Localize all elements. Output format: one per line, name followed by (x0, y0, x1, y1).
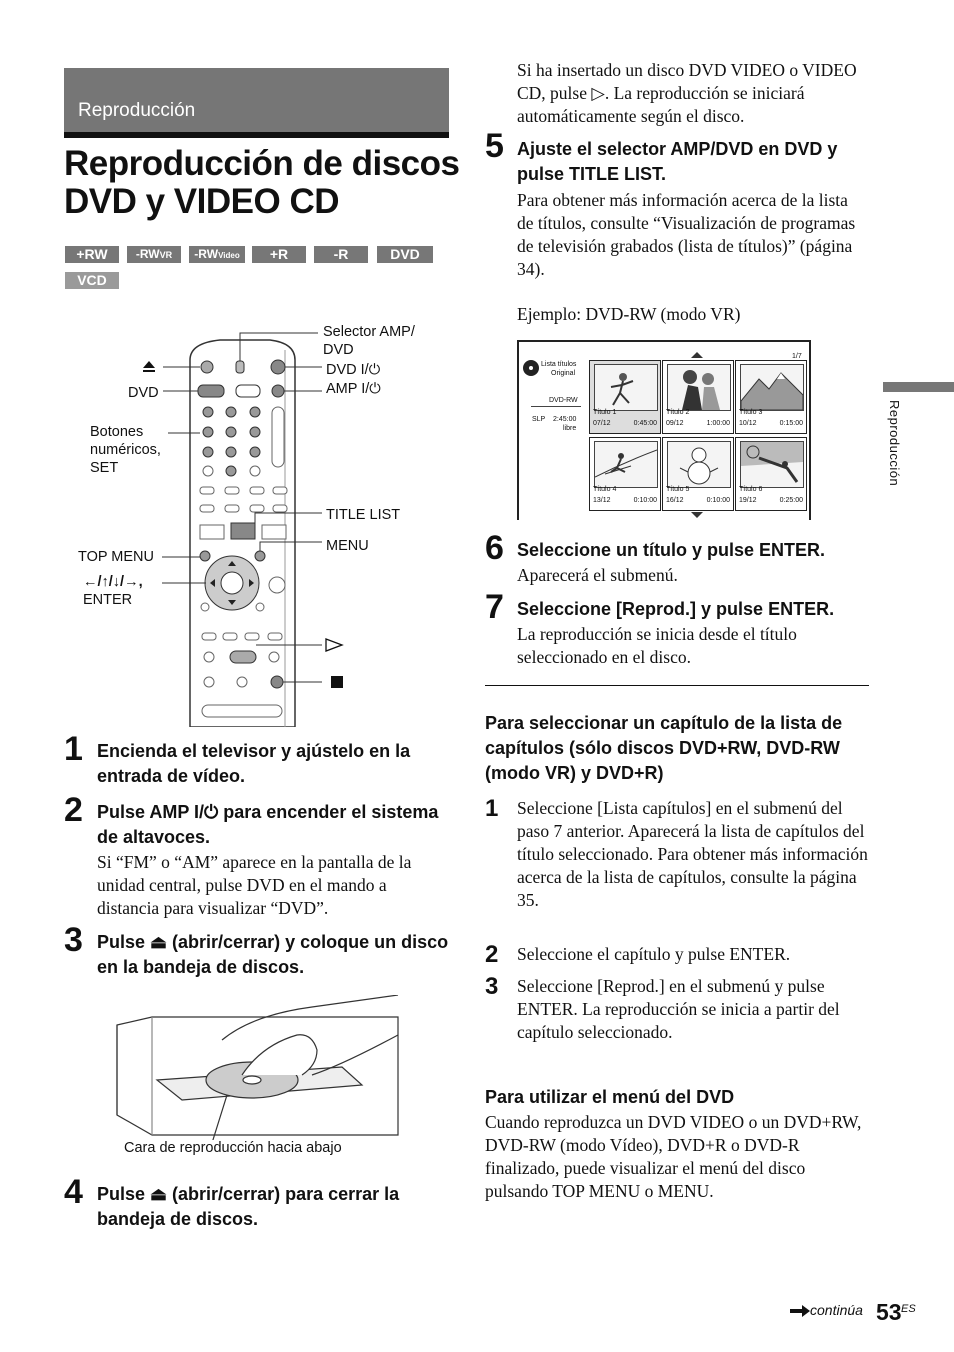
screen-mode: SLP (532, 416, 546, 423)
scroll-down-icon (691, 512, 703, 518)
example-label: Ejemplo: DVD-RW (modo VR) (517, 304, 741, 324)
intro-text: Si ha insertado un disco DVD VIDEO o VIDEO CD, pulse ▷. La reproducción se iniciará automáticamente según el disco. (517, 60, 857, 126)
title-6-name: Título 6 (739, 486, 763, 493)
title-5-date: 16/12 (666, 497, 684, 504)
step-5-heading: Ajuste el selector AMP/DVD en DVD y pulse TITLE LIST. (517, 139, 838, 184)
step-1-heading: Encienda el televisor y ajústelo en la entrada de vídeo. (97, 741, 411, 786)
chapter-step-3-text: Seleccione [Reprod.] en el submenú y pulse ENTER. La reproducción se inicia a partir del capítulo seleccionado. (517, 976, 840, 1042)
step-6-body: Aparecerá el submenú. (517, 565, 678, 585)
couple-picture (668, 365, 730, 410)
label-top-menu: TOP MENU (78, 549, 155, 565)
title-thumb-1 (589, 360, 661, 434)
title-1-name: Título 1 (593, 409, 617, 416)
title-3-date: 10/12 (739, 420, 757, 427)
page-number: 53 (876, 1299, 902, 1325)
step-7-heading: Seleccione [Reprod.] y pulse ENTER. (517, 599, 835, 619)
dvd-menu-text: Cuando reproduzca un DVD VIDEO o un DVD+RW, DVD-RW (modo Vídeo), DVD+R o DVD-R finalizado, puede visualizar el menú del disco pulsando TOP MENU o MENU. (485, 1112, 862, 1201)
label-dvd-power: DVD I/⏻ (326, 362, 381, 378)
disc-icon (522, 359, 540, 377)
step-7-body: La reproducción se inicia desde el título seleccionado en el disco. (517, 624, 797, 667)
mountain-picture (741, 365, 803, 410)
step-1-number: 1 (64, 730, 83, 768)
label-numeric: Botones numéricos, SET (90, 424, 161, 476)
label-dvd: DVD (128, 385, 159, 401)
step-5-body: Para obtener más información acerca de la lista de títulos, consulte “Visualización de programas de televisión grabados (lista de títulos)” (página 34). (517, 190, 856, 279)
label-title-list: TITLE LIST (326, 507, 401, 523)
title-1-duration: 0:45:00 (633, 420, 657, 427)
title-thumb-5 (662, 437, 734, 511)
title-6-duration: 0:25:00 (779, 497, 803, 504)
step-5-number: 5 (485, 127, 504, 165)
step-2-body: Si “FM” o “AM” aparece en la pantalla de la unidad central, pulse DVD en el mando a distancia para visualizar “DVD”. (97, 852, 412, 918)
title-thumb-3 (735, 360, 807, 434)
step-4-number: 4 (64, 1173, 83, 1211)
badge-dvd: DVD (377, 246, 433, 263)
step-3-heading: Pulse ⏏ (abrir/cerrar) y coloque un disco en la bandeja de discos. (97, 932, 449, 977)
tennis-picture (741, 442, 803, 487)
screen-list-title: Lista títulos (541, 361, 577, 368)
label-enter: ENTER (83, 592, 133, 608)
chapter-step-2-number: 2 (485, 941, 499, 968)
section-label: Reproducción (78, 100, 196, 121)
title-4-name: Título 4 (593, 486, 617, 493)
title-5-name: Título 5 (666, 486, 690, 493)
badge-minus-r: -R (314, 246, 368, 263)
step-2-heading: Pulse AMP I/⏻ para encender el sistema de altavoces. (97, 802, 439, 847)
screen-divider (531, 406, 581, 407)
title-3-name: Título 3 (739, 409, 763, 416)
screen-disc: DVD-RW (549, 397, 578, 404)
title-4-duration: 0:10:00 (633, 497, 657, 504)
side-tab-bar (883, 382, 954, 392)
continue-label: continúa (810, 1302, 863, 1318)
label-menu: MENU (326, 538, 369, 554)
badge-rw-vr: -RWVR (127, 246, 181, 263)
step-6-heading: Seleccione un título y pulse ENTER. (517, 540, 826, 560)
label-arrows: ←/↑/↓/→, (83, 574, 143, 590)
chapter-heading: Para seleccionar un capítulo de la lista de capítulos (sólo discos DVD+RW, DVD-RW (modo VR) y DVD+R) (485, 713, 843, 783)
badge-rw-video: -RWVideo (189, 246, 245, 263)
title-thumb-6 (735, 437, 807, 511)
skier-picture (595, 442, 657, 487)
title-4-date: 13/12 (593, 497, 611, 504)
title-thumb-4 (589, 437, 661, 511)
step-3-number: 3 (64, 921, 83, 959)
section-banner (64, 68, 449, 132)
title-2-name: Título 2 (666, 409, 690, 416)
label-selector: Selector AMP/ DVD (323, 324, 415, 358)
screen-page: 1/7 (792, 353, 802, 360)
badge-plus-rw: +RW (65, 246, 119, 263)
title-3-duration: 0:15:00 (779, 420, 803, 427)
title-1-date: 07/12 (593, 420, 611, 427)
step-2-number: 2 (64, 791, 83, 829)
section-divider (485, 685, 869, 686)
banner-rule (64, 132, 449, 138)
title-line-1: Reproducción de discos (64, 144, 460, 183)
page-lang: ES (901, 1303, 916, 1315)
step-7-number: 7 (485, 588, 504, 626)
title-line-2: DVD y VIDEO CD (64, 182, 339, 221)
disc-tray-illustration (112, 995, 402, 1140)
badge-plus-r: +R (252, 246, 306, 263)
title-6-date: 19/12 (739, 497, 757, 504)
runner-picture (595, 365, 657, 410)
title-thumb-2 (662, 360, 734, 434)
step-4-heading: Pulse ⏏ (abrir/cerrar) para cerrar la bandeja de discos. (97, 1184, 400, 1229)
disc-caption: Cara de reproducción hacia abajo (124, 1140, 342, 1156)
title-2-duration: 1:00:00 (706, 420, 730, 427)
chapter-step-2-text: Seleccione el capítulo y pulse ENTER. (517, 944, 791, 964)
scroll-up-icon (691, 352, 703, 358)
title-list-screen (517, 340, 811, 520)
arrow-right-icon (790, 1305, 810, 1317)
page-title (64, 145, 459, 221)
screen-list-sub: Original (551, 370, 576, 377)
side-tab-label: Reproducción (887, 400, 902, 487)
chapter-step-1-text: Seleccione [Lista capítulos] en el submenú del paso 7 anterior. Aparecerá la lista de capítulos del título seleccionado. Para obtener más información acerca de la lista de capítulos, consulte la página 35. (517, 798, 868, 910)
snowman-picture (668, 442, 730, 487)
step-6-number: 6 (485, 529, 504, 567)
screen-free-time: 2:45:00 (553, 416, 577, 423)
title-5-duration: 0:10:00 (706, 497, 730, 504)
chapter-step-3-number: 3 (485, 973, 499, 1000)
screen-free-label: libre (563, 425, 577, 432)
title-2-date: 09/12 (666, 420, 684, 427)
label-amp-power: AMP I/⏻ (326, 381, 381, 397)
badge-vcd: VCD (65, 272, 119, 289)
dvd-menu-heading: Para utilizar el menú del DVD (485, 1087, 735, 1107)
chapter-step-1-number: 1 (485, 795, 499, 822)
